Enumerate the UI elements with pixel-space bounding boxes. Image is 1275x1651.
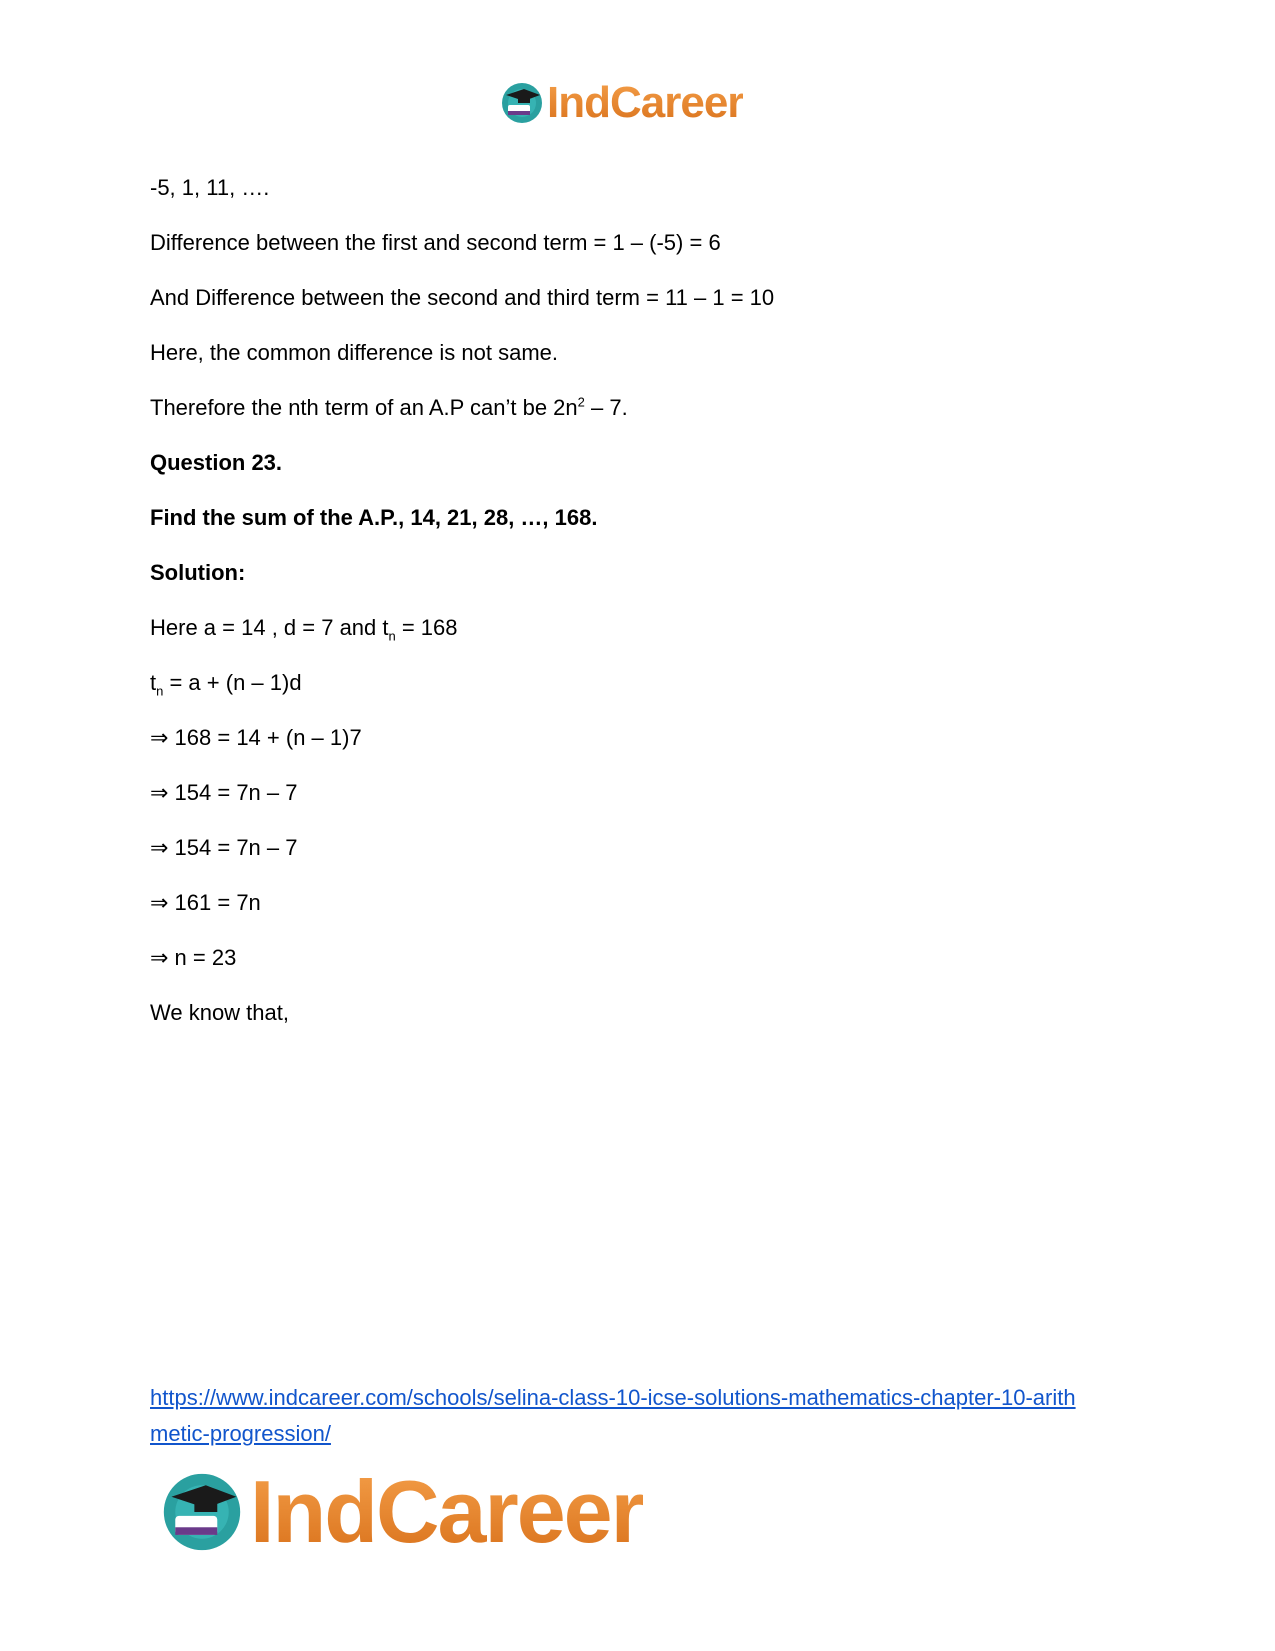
step-line: ⇒ 154 = 7n – 7 (150, 835, 298, 860)
step-line: ⇒ n = 23 (150, 945, 237, 970)
common-difference-line: Here, the common difference is not same. (150, 340, 559, 365)
step-line: ⇒ 168 = 14 + (n – 1)7 (150, 725, 362, 750)
conclusion-line: Therefore the nth term of an A.P can’t be $2n^2 - 7$. (150, 394, 628, 420)
logo-wordmark: IndCareer (547, 78, 744, 127)
closing-line: We know that, (150, 1000, 289, 1025)
step-line: ⇒ 154 = 7n – 7 (150, 780, 298, 805)
graduation-cap-book-icon (160, 1470, 244, 1554)
indcareer-logo-header (500, 78, 743, 128)
source-link-line2[interactable]: metic-progression/ (150, 1421, 331, 1446)
graduation-cap-book-icon (500, 81, 544, 125)
sequence-line: -5, 1, 11, …. (150, 175, 270, 200)
step-line: ⇒ 161 = 7n (150, 890, 261, 915)
solution-label: Solution: (150, 560, 246, 585)
given-values-line: Here a = 14 , d = 7 and $t_n = 168$ (150, 615, 458, 644)
question-text: Find the sum of the A.P., 14, 21, 28, …, 168. (150, 505, 598, 530)
source-link-line1[interactable]: https://www.indcareer.com/schools/selina-class-10-icse-solutions-mathematics-chapter-10-arith (150, 1385, 1076, 1410)
nth-term-formula: $t_n = a + (n - 1)d$ (150, 670, 302, 699)
difference-second-line: And Difference between the second and third term = 11 – 1 = 10 (150, 285, 775, 310)
source-link[interactable] (150, 1380, 1130, 1452)
indcareer-logo-footer (160, 1462, 643, 1562)
document-body (150, 174, 1130, 1054)
question-heading: Question 23. (150, 450, 283, 475)
logo-wordmark: IndCareer (250, 1462, 643, 1561)
difference-first-line: Difference between the first and second term = 1 – (-5) = 6 (150, 230, 721, 255)
